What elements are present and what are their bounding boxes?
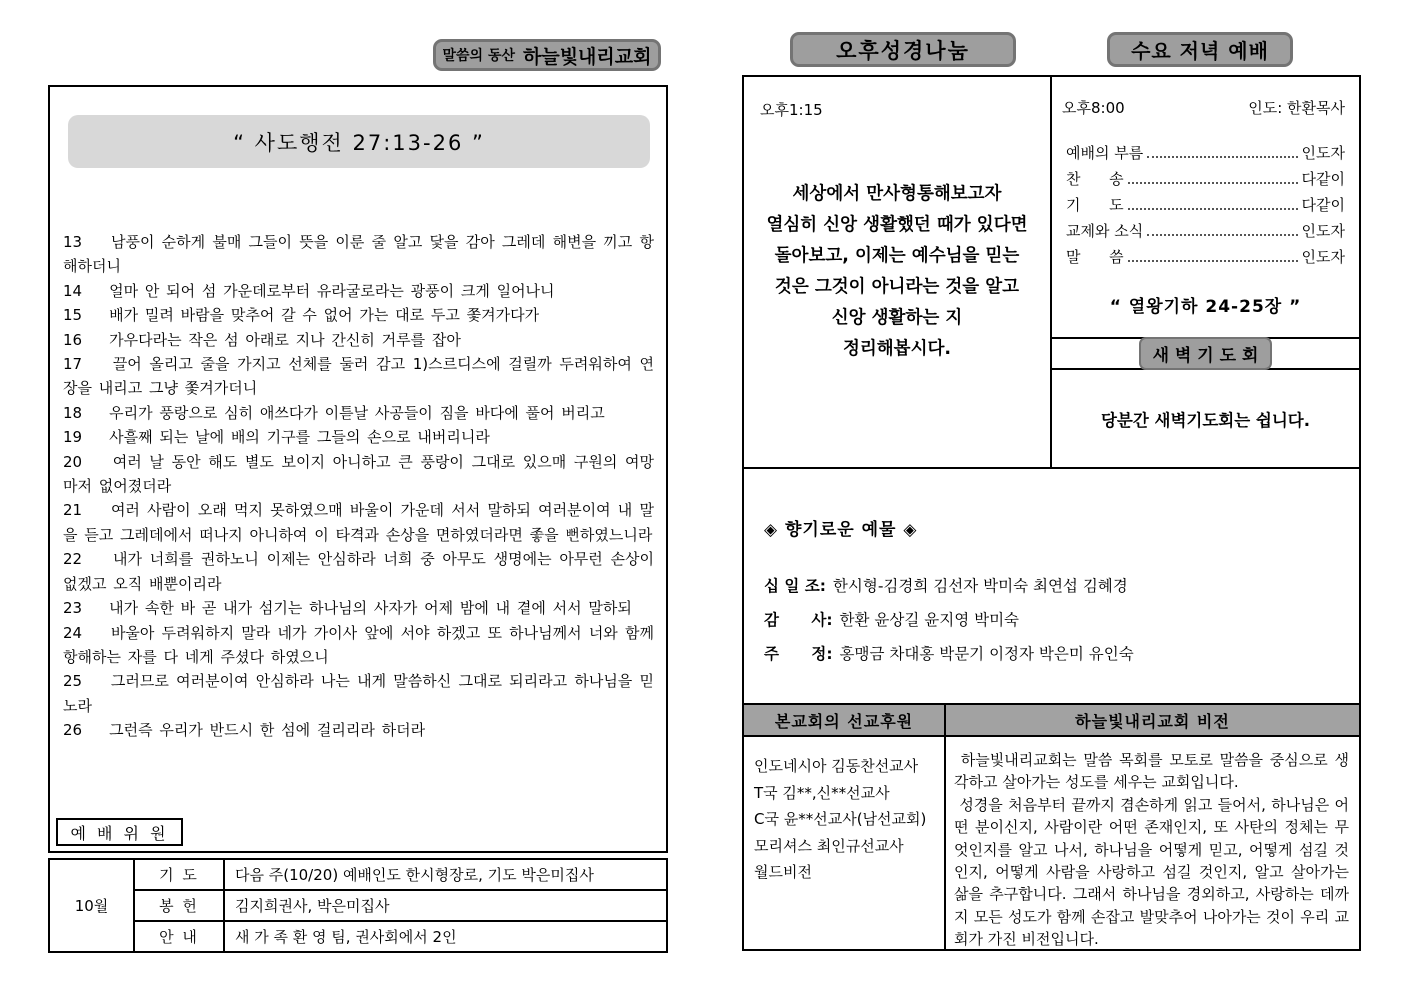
mission-line: T국 김**,신**선교사 [754, 783, 890, 802]
vision-text [946, 737, 1359, 949]
wednesday-times-row [1052, 77, 1359, 118]
offering-row [764, 608, 1339, 630]
leader-dots [1128, 260, 1298, 262]
bible-share-message [744, 179, 1050, 365]
offering-names: 한시형-김경희 김선자 박미숙 최연섭 김혜경 [832, 577, 1128, 595]
verse-line: 24 바울아 두려워하지 말라 네가 가이사 앞에 서야 하겠고 또 하나님께서 너와 함께 항해하는 자를 다 네게 주셨다 하였으니 [63, 623, 661, 666]
order-item-label: 기 도 [1066, 196, 1124, 214]
duty-row [49, 921, 667, 952]
order-assignee: 인도자 [1301, 222, 1345, 240]
afternoon-bible-cell [744, 77, 1052, 467]
offering-row [764, 574, 1339, 596]
order-row [1066, 142, 1345, 168]
mission-line: 모리셔스 최인규선교사 [754, 836, 904, 855]
mission-line: 인도네시아 김동찬선교사 [754, 757, 919, 775]
scripture-text [63, 230, 661, 743]
order-row [1066, 246, 1345, 272]
order-assignee: 다같이 [1301, 170, 1345, 188]
offerings-section [744, 469, 1359, 705]
badge-church-name-text: 하늘빛내리교회 [523, 45, 652, 68]
leader-dots [1128, 182, 1298, 184]
order-assignee: 인도자 [1301, 144, 1345, 162]
dawn-prayer-badge: 새 벽 기 도 회 [1139, 337, 1273, 370]
verse-line: 25 그러므로 여러분이여 안심하라 나는 내게 말씀하신 그대로 되리라고 하나님을 믿노라 [63, 672, 654, 715]
leader-dots [1128, 208, 1298, 210]
missions-vision-header-row [744, 705, 1359, 737]
offering-label: 감 사: [764, 611, 833, 629]
verse-line: 21 여러 사람이 오래 먹지 못하였으매 바울이 가운데 서서 말하되 여러분이여 내 말을 듣고 그레데에서 떠나지 아니하여 이 타격과 손상을 면하였더라면 좋을 뻔하였느니라 [63, 501, 654, 544]
order-row [1066, 168, 1345, 194]
wednesday-order-block [1052, 77, 1359, 337]
sermon-title-bar: “ 사도행전 27:13-26 ” [68, 115, 650, 168]
message-line: 열심히 신앙 생활했던 때가 있다면 [766, 215, 1028, 235]
church-name-badge [433, 39, 661, 71]
mission-line: C국 윤**선교사(남선교회) [754, 810, 927, 828]
verse-line: 23 내가 속한 바 곧 내가 섬기는 하나님의 사자가 어제 밤에 내 곁에 서서 말하되 [63, 599, 632, 618]
message-line: 것은 그것이 아니라는 것을 알고 [774, 277, 1020, 297]
offering-names: 홍맹금 차대홍 박문기 이정자 박은미 유인숙 [839, 645, 1134, 663]
order-assignee: 인도자 [1301, 248, 1345, 266]
dawn-prayer-header-row [1052, 337, 1359, 370]
leader-dots [1147, 234, 1297, 236]
message-line: 정리해봅시다. [842, 339, 952, 359]
vision-paragraph: 하늘빛내리교회는 말씀 목회를 모토로 말씀을 중심으로 생각하고 살아가는 성도를 세우는 교회입니다. [954, 751, 1349, 792]
order-item-label: 찬 송 [1066, 170, 1124, 188]
offerings-title: ◈ 향기로운 예물 ◈ [764, 520, 918, 540]
verse-line: 17 끌어 올리고 줄을 가지고 선체를 둘러 감고 1)스르디스에 걸릴까 두려워하여 연장을 내리고 그냥 쫓겨가더니 [63, 355, 654, 398]
message-line: 세상에서 만사형통해보고자 [792, 184, 1002, 204]
verse-line: 16 가우다라는 작은 섬 아래로 지나 간신히 거루를 잡아 [63, 330, 461, 349]
order-row [1066, 220, 1345, 246]
verse-line: 19 사흘째 되는 날에 배의 기구를 그들의 손으로 내버리니라 [63, 428, 490, 447]
verse-line: 13 남풍이 순하게 불매 그들이 뜻을 이룬 줄 알고 닻을 감아 그레데 해변을 끼고 항해하더니 [63, 233, 654, 276]
duty-value: 다음 주(10/20) 예배인도 한시형장로, 기도 박은미집사 [224, 859, 667, 890]
vision-header: 하늘빛내리교회 비전 [1075, 711, 1230, 731]
duty-label: 기 도 [134, 859, 224, 890]
duty-month: 10월 [49, 859, 134, 952]
leader-dots [1147, 156, 1297, 158]
order-item-label: 예배의 부름 [1066, 144, 1144, 162]
duty-value: 새 가 족 환 영 팀, 권사회에서 2인 [224, 921, 667, 952]
message-line: 신앙 생활하는 지 [831, 308, 963, 328]
duty-row [49, 890, 667, 921]
duty-value: 김지희권사, 박은미집사 [224, 890, 667, 921]
worship-committee-label: 예 배 위 원 [56, 818, 183, 846]
order-list [1052, 142, 1359, 272]
left-page [48, 85, 668, 853]
verse-line: 22 내가 너희를 권하노니 이제는 안심하라 너희 중 아무도 생명에는 아무런 손상이 없겠고 오직 배뿐이리라 [63, 550, 661, 593]
bible-share-time: 오후1:15 [760, 101, 823, 119]
duty-row [49, 859, 667, 890]
offering-row [764, 642, 1339, 664]
offering-label: 주 정: [764, 645, 833, 663]
missions-vision-table [744, 705, 1359, 949]
order-item-label: 교제와 소식 [1066, 222, 1144, 240]
badge-motto-text: 말씀의 동산 [442, 48, 515, 64]
order-row [1066, 194, 1345, 220]
top-section [744, 77, 1359, 469]
missions-vision-body [744, 737, 1359, 949]
wed-leader: 인도: 한환목사 [1248, 99, 1345, 117]
offering-names: 한환 윤상길 윤지영 박미숙 [839, 611, 1020, 629]
verse-line: 18 우리가 풍랑으로 심히 애쓰다가 이튿날 사공들이 짐을 바다에 풀어 버리고 [63, 403, 605, 422]
offering-label: 십 일 조: [764, 577, 826, 595]
verse-line: 15 배가 밀려 바람을 맞추어 갈 수 없어 가는 대로 두고 쫓겨가다가 [63, 306, 540, 325]
order-item-label: 말 씀 [1066, 248, 1124, 266]
missions-header: 본교회의 선교후원 [744, 705, 946, 735]
duty-label: 안 내 [134, 921, 224, 952]
verse-line: 26 그런즉 우리가 반드시 한 섬에 걸리리라 하더라 [63, 721, 426, 740]
vision-paragraph: 성경을 처음부터 끝까지 겸손하게 읽고 들어서, 하나님은 어떤 분이신지, 사람이란 어떤 존재인지, 또 사탄의 정체는 무엇인지를 알고 나서, 하나님을 어떻게 믿고, 어떻게 섬길 것인지, 어떻게 사람을 사랑하고 섬길 것인지, 알고 살아가는 삶을 추구합니다. 그래서 하나님을 경외하고, 사랑하는 데까지 모든 성도가 함께 손잡고 발맞추어 나아가는 것이 우리 교회가 가진 비전입니다. [954, 795, 1354, 949]
wednesday-service-badge: 수요 저녁 예배 [1107, 32, 1293, 67]
scripture-reference: “ 열왕기하 24-25장 ” [1109, 297, 1302, 317]
afternoon-bible-badge: 오후성경나눔 [790, 32, 1016, 67]
verse-line: 20 여러 날 동안 해도 별도 보이지 아니하고 큰 풍랑이 그대로 있으매 구원의 여망마저 없어졌더라 [63, 452, 654, 496]
right-page [742, 75, 1361, 951]
duty-table [48, 858, 668, 953]
message-line: 돌아보고, 이제는 예수님을 믿는 [774, 246, 1020, 266]
missions-list [744, 737, 946, 949]
dawn-prayer-note: 당분간 새벽기도회는 쉽니다. [1100, 410, 1311, 430]
verse-line: 14 얼마 안 되어 섬 가운데로부터 유라굴로라는 광풍이 크게 일어나니 [63, 281, 555, 300]
mission-line: 월드비전 [754, 863, 812, 881]
wed-time: 오후8:00 [1062, 99, 1125, 117]
wednesday-service-cell [1052, 77, 1359, 467]
order-assignee: 다같이 [1301, 196, 1345, 214]
duty-label: 봉 헌 [134, 890, 224, 921]
